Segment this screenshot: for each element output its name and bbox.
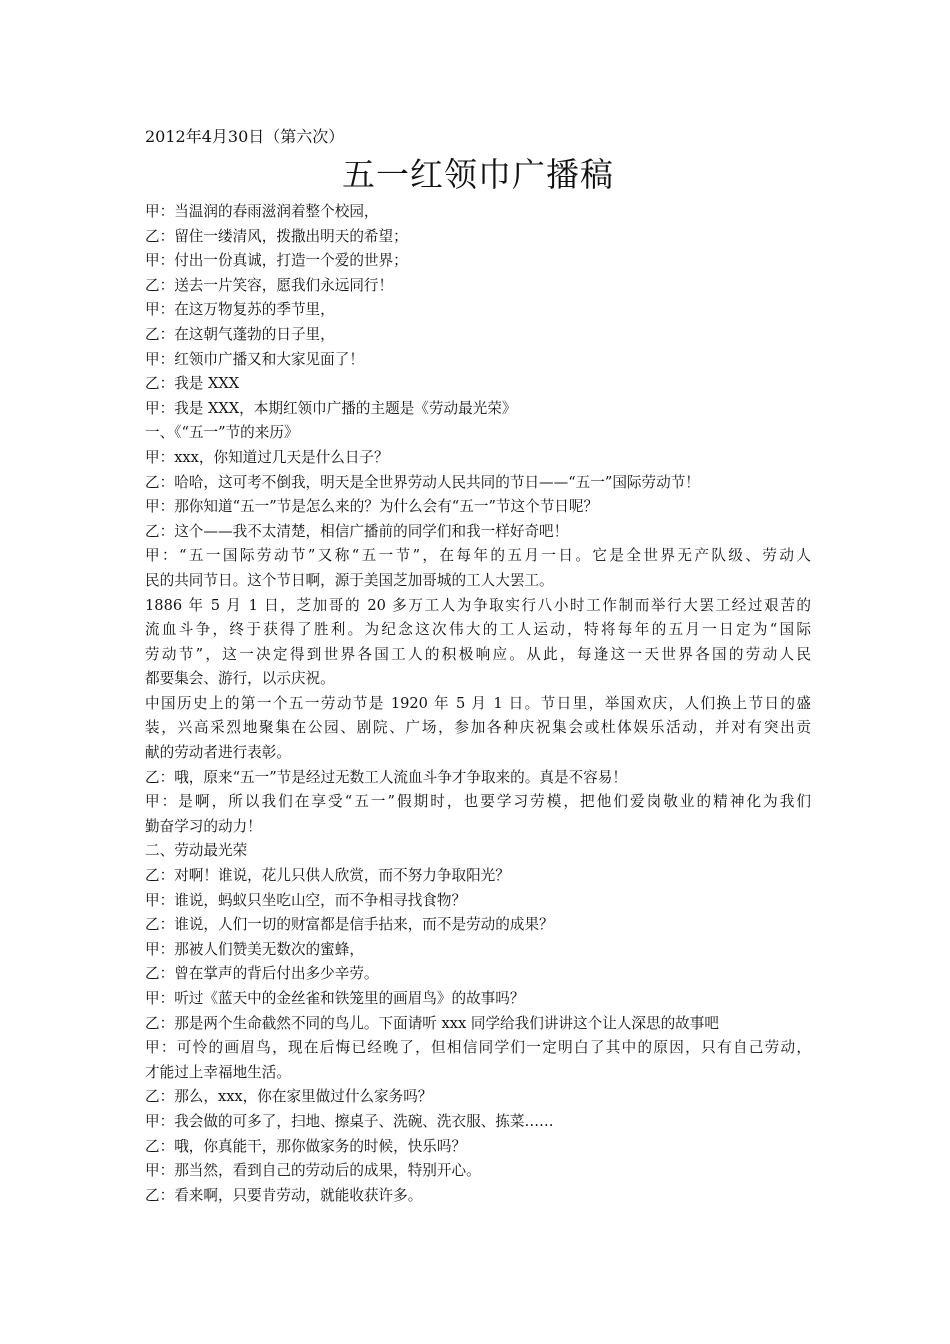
document-content <box>145 124 811 1208</box>
text-line: 乙：那么，xxx，你在家里做过什么家务吗？ <box>145 1088 433 1106</box>
script-body <box>145 200 811 1208</box>
text-line: 乙：哦，原来“五一”节是经过无数工人流血斗争才争取来的。真是不容易！ <box>145 768 627 786</box>
text-line: 乙：在这朝气蓬勃的日子里， <box>145 325 335 343</box>
text-line: 民的共同节日。这个节日啊，源于美国芝加哥城的工人大罢工。 <box>145 571 554 589</box>
text-line: 甲：那被人们赞美无数次的蜜蜂， <box>145 940 364 958</box>
text-line: 装，兴高采烈地聚集在公园、剧院、广场，参加各种庆祝集会或杜体娱乐活动，并对有突出贡 <box>145 719 811 737</box>
text-line: 劳动节”，这一决定得到世界各国工人的积极响应。从此，每逢这一天世界各国的劳动人民 <box>145 645 811 663</box>
text-line: 乙：那是两个生命截然不同的鸟儿。下面请听 xxx 同学给我们讲讲这个让人深思的故事吧 <box>145 1014 719 1032</box>
text-line: 乙：曾在掌声的背后付出多少辛劳。 <box>145 965 379 983</box>
text-line: 甲：那你知道“五一”节是怎么来的？为什么会有“五一”节这个节日呢？ <box>145 498 599 516</box>
text-line: 甲：听过《蓝天中的金丝雀和铁笼里的画眉鸟》的故事吗？ <box>145 990 525 1007</box>
date-line: 2012年4月30日（第六次） <box>145 127 345 146</box>
text-line: 乙：我是 XXX <box>145 375 240 393</box>
text-line: 乙：哦，你真能干，那你做家务的时候，快乐吗？ <box>145 1137 467 1155</box>
text-line: 乙：对啊！谁说，花儿只供人欣赏，而不努力争取阳光？ <box>145 867 510 885</box>
text-line: 乙：送去一片笑容，愿我们永远同行！ <box>145 276 394 294</box>
text-line: 乙：哈哈，这可考不倒我，明天是全世界劳动人民共同的节日——“五一”国际劳动节！ <box>145 473 700 491</box>
text-line: 都要集会、游行，以示庆祝。 <box>145 670 335 688</box>
text-line: 中国历史上的第一个五一劳动节是 1920 年 5 月 1 日。节日里，举国欢庆，人们换上节日的盛 <box>145 694 811 712</box>
text-line: 才能过上幸福地生活。 <box>145 1063 291 1081</box>
text-line: 献的劳动者进行表彰。 <box>145 744 291 762</box>
text-line: 甲：谁说，蚂蚁只坐吃山空，而不争相寻找食物？ <box>145 891 467 909</box>
text-line: 一、《“五一”节的来历》 <box>145 424 299 442</box>
text-line: 乙：谁说，人们一切的财富都是信手拈来，而不是劳动的成果？ <box>145 916 554 934</box>
text-line: 甲：在这万物复苏的季节里， <box>145 301 335 319</box>
text-line: 甲：付出一份真诚，打造一个爱的世界； <box>145 252 408 270</box>
document-title: 五一红领巾广播稿 <box>342 155 614 194</box>
text-line: 流血斗争，终于获得了胜利。为纪念这次伟大的工人运动，特将每年的五月一日定为“国际 <box>145 621 811 639</box>
text-line: 甲：是啊，所以我们在享受“五一”假期时，也要学习劳模，把他们爱岗敬业的精神化为我们 <box>145 793 811 811</box>
text-line: 甲：我是 XXX，本期红领巾广播的主题是《劳动最光荣》 <box>145 399 517 417</box>
text-line: 勤奋学习的动力！ <box>145 817 262 835</box>
text-line: 二、劳动最光荣 <box>145 842 248 860</box>
text-line: 1886 年 5 月 1 日，芝加哥的 20 多万工人为争取实行八小时工作制而举行大罢工经过艰苦的 <box>145 596 811 614</box>
text-line: 乙：看来啊，只要肯劳动，就能收获许多。 <box>145 1186 423 1204</box>
text-line: 甲：那当然，看到自己的劳动后的成果，特别开心。 <box>145 1162 481 1180</box>
text-line: 甲：当温润的春雨滋润着整个校园， <box>145 203 379 220</box>
text-line: 甲：“五一国际劳动节”又称“五一节”，在每年的五月一日。它是全世界无产队级、劳动人 <box>145 547 811 565</box>
text-line: 乙：这个——我不太清楚，相信广播前的同学们和我一样好奇吧！ <box>145 522 569 540</box>
text-line: 甲：可怜的画眉鸟，现在后悔已经晚了，但相信同学们一定明白了其中的原因，只有自己劳动， <box>145 1039 811 1057</box>
text-line: 甲：我会做的可多了，扫地、擦桌子、洗碗、洗衣服、拣菜…… <box>145 1112 554 1130</box>
text-line: 甲：xxx，你知道过几天是什么日子？ <box>145 448 389 466</box>
text-line: 甲：红领巾广播又和大家见面了！ <box>145 350 364 368</box>
text-line: 乙：留住一缕清风，拨撒出明天的希望； <box>145 227 408 245</box>
